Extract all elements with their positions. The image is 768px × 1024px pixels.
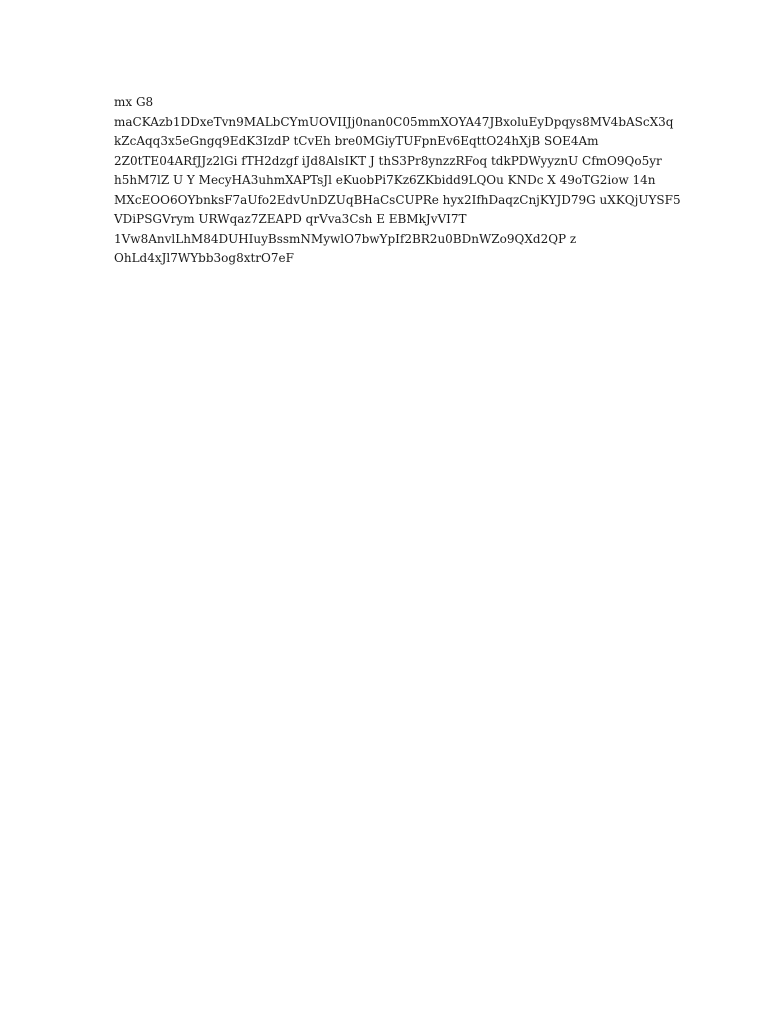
text-line: kZcAqq3x5eGngq9EdK3IzdP tCvEh bre0MGiyTUFpnEv6EqttO24hXjB SOE4Am <box>114 134 599 148</box>
text-line: OhLd4xJl7WYbb3og8xtrO7eF <box>114 251 294 265</box>
paragraph-1 <box>114 93 681 269</box>
text-line: mx G8 <box>114 95 154 109</box>
text-line: 1Vw8AnvlLhM84DUHIuyBssmNMywlO7bwYpIf2BR2u0BDnWZo9QXd2QP z <box>114 231 577 246</box>
text-line: MXcEOO6OYbnksF7aUfo2EdvUnDZUqBHaCsCUPRe hyx2IfhDaqzCnjKYJD79G uXKQjUYSF5 <box>114 192 681 207</box>
text-line: maCKAzb1DDxeTvn9MALbCYmUOVIIJj0nan0C05mmXOYA47JBxoluEyDpqys8MV4bAScX3q <box>114 114 674 129</box>
document-body <box>114 93 681 285</box>
text-line: VDiPSGVrym URWqaz7ZEAPD qrVva3Csh E EBMkJvVI7T <box>114 212 467 226</box>
text-line: h5hM7lZ U Y MecyHA3uhmXAPTsJl eKuobPi7Kz6ZKbidd9LQOu KNDc X 49oTG2iow 14n <box>114 173 656 187</box>
text-line: 2Z0tTE04ARfJJz2lGi fTH2dzgf iJd8AlsIKT J thS3Pr8ynzzRFoq tdkPDWyyznU CfmO9Qo5yr <box>114 153 662 168</box>
